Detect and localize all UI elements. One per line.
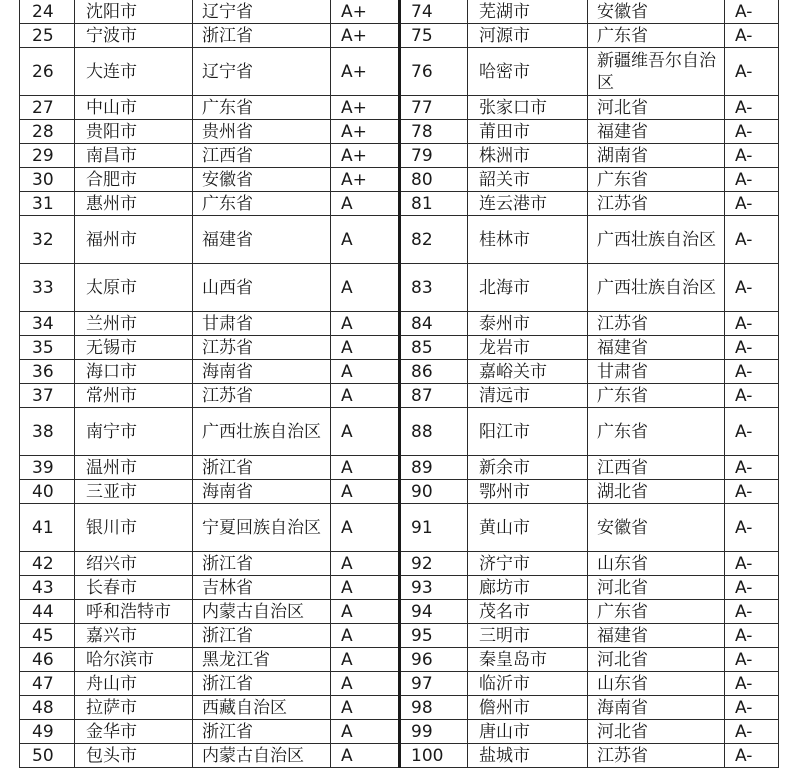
left-province-cell: 浙江省 [193, 672, 331, 696]
table-row [20, 48, 779, 96]
left-province-cell: 广东省 [193, 192, 331, 216]
left-city-cell: 拉萨市 [75, 696, 193, 720]
right-rank-cell: 98 [400, 696, 468, 720]
right-grade-cell: A- [725, 360, 779, 384]
left-rank-cell: 39 [20, 456, 75, 480]
right-province-cell: 福建省 [588, 336, 725, 360]
left-rank-cell: 45 [20, 624, 75, 648]
left-grade-cell: A [331, 312, 400, 336]
right-city-cell: 新余市 [468, 456, 588, 480]
left-grade-cell: A [331, 744, 400, 768]
left-rank-cell: 38 [20, 408, 75, 456]
left-city-cell: 哈尔滨市 [75, 648, 193, 672]
right-city-cell: 盐城市 [468, 744, 588, 768]
left-city-cell: 无锡市 [75, 336, 193, 360]
table-row [20, 24, 779, 48]
right-rank-cell: 77 [400, 96, 468, 120]
left-rank-cell: 35 [20, 336, 75, 360]
right-province-cell: 广东省 [588, 384, 725, 408]
left-grade-cell: A [331, 720, 400, 744]
left-rank-cell: 29 [20, 144, 75, 168]
right-city-cell: 阳江市 [468, 408, 588, 456]
left-grade-cell: A [331, 336, 400, 360]
left-province-cell: 福建省 [193, 216, 331, 264]
left-province-cell: 甘肃省 [193, 312, 331, 336]
left-province-cell: 黑龙江省 [193, 648, 331, 672]
right-province-cell: 河北省 [588, 96, 725, 120]
right-grade-cell: A- [725, 168, 779, 192]
table-row [20, 672, 779, 696]
right-province-cell: 广西壮族自治区 [588, 216, 725, 264]
left-city-cell: 常州市 [75, 384, 193, 408]
table-row [20, 504, 779, 552]
right-city-cell: 龙岩市 [468, 336, 588, 360]
left-grade-cell: A [331, 504, 400, 552]
table-row [20, 192, 779, 216]
table-body [20, 0, 779, 768]
left-rank-cell: 50 [20, 744, 75, 768]
right-rank-cell: 97 [400, 672, 468, 696]
right-grade-cell: A- [725, 672, 779, 696]
left-rank-cell: 37 [20, 384, 75, 408]
right-rank-cell: 88 [400, 408, 468, 456]
right-province-cell: 河北省 [588, 576, 725, 600]
left-grade-cell: A+ [331, 120, 400, 144]
right-grade-cell: A- [725, 456, 779, 480]
table-row [20, 0, 779, 24]
right-province-cell: 山东省 [588, 552, 725, 576]
left-rank-cell: 41 [20, 504, 75, 552]
right-rank-cell: 86 [400, 360, 468, 384]
table-row [20, 696, 779, 720]
left-grade-cell: A [331, 480, 400, 504]
left-city-cell: 大连市 [75, 48, 193, 96]
right-rank-cell: 93 [400, 576, 468, 600]
city-ranking-table [19, 0, 779, 768]
right-province-cell: 江西省 [588, 456, 725, 480]
right-province-cell: 河北省 [588, 648, 725, 672]
right-province-cell: 江苏省 [588, 192, 725, 216]
left-province-cell: 贵州省 [193, 120, 331, 144]
right-city-cell: 韶关市 [468, 168, 588, 192]
left-grade-cell: A [331, 384, 400, 408]
right-province-cell: 安徽省 [588, 504, 725, 552]
left-province-cell: 浙江省 [193, 720, 331, 744]
left-grade-cell: A [331, 576, 400, 600]
left-grade-cell: A+ [331, 96, 400, 120]
right-city-cell: 株洲市 [468, 144, 588, 168]
right-rank-cell: 84 [400, 312, 468, 336]
table-row [20, 456, 779, 480]
left-city-cell: 呼和浩特市 [75, 600, 193, 624]
left-rank-cell: 49 [20, 720, 75, 744]
left-rank-cell: 40 [20, 480, 75, 504]
right-grade-cell: A- [725, 120, 779, 144]
left-city-cell: 福州市 [75, 216, 193, 264]
left-province-cell: 内蒙古自治区 [193, 600, 331, 624]
right-province-cell: 广东省 [588, 408, 725, 456]
left-province-cell: 安徽省 [193, 168, 331, 192]
left-city-cell: 嘉兴市 [75, 624, 193, 648]
table-row [20, 384, 779, 408]
right-province-cell: 山东省 [588, 672, 725, 696]
right-rank-cell: 89 [400, 456, 468, 480]
right-grade-cell: A- [725, 384, 779, 408]
right-rank-cell: 94 [400, 600, 468, 624]
left-city-cell: 舟山市 [75, 672, 193, 696]
right-grade-cell: A- [725, 624, 779, 648]
left-province-cell: 吉林省 [193, 576, 331, 600]
left-province-cell: 浙江省 [193, 552, 331, 576]
right-rank-cell: 96 [400, 648, 468, 672]
left-province-cell: 广西壮族自治区 [193, 408, 331, 456]
right-rank-cell: 80 [400, 168, 468, 192]
left-city-cell: 兰州市 [75, 312, 193, 336]
right-rank-cell: 83 [400, 264, 468, 312]
right-grade-cell: A- [725, 48, 779, 96]
right-rank-cell: 90 [400, 480, 468, 504]
left-rank-cell: 28 [20, 120, 75, 144]
table-row [20, 744, 779, 768]
left-city-cell: 宁波市 [75, 24, 193, 48]
left-grade-cell: A [331, 696, 400, 720]
left-grade-cell: A [331, 408, 400, 456]
left-rank-cell: 44 [20, 600, 75, 624]
right-grade-cell: A- [725, 696, 779, 720]
left-grade-cell: A+ [331, 168, 400, 192]
left-rank-cell: 24 [20, 0, 75, 24]
right-city-cell: 三明市 [468, 624, 588, 648]
left-province-cell: 海南省 [193, 360, 331, 384]
left-rank-cell: 32 [20, 216, 75, 264]
left-grade-cell: A [331, 648, 400, 672]
right-province-cell: 广东省 [588, 600, 725, 624]
table-row [20, 96, 779, 120]
right-city-cell: 连云港市 [468, 192, 588, 216]
left-rank-cell: 27 [20, 96, 75, 120]
left-rank-cell: 46 [20, 648, 75, 672]
left-grade-cell: A [331, 600, 400, 624]
left-province-cell: 江苏省 [193, 384, 331, 408]
right-city-cell: 儋州市 [468, 696, 588, 720]
left-rank-cell: 36 [20, 360, 75, 384]
table-row [20, 648, 779, 672]
left-province-cell: 江苏省 [193, 336, 331, 360]
right-city-cell: 临沂市 [468, 672, 588, 696]
left-city-cell: 南昌市 [75, 144, 193, 168]
left-rank-cell: 31 [20, 192, 75, 216]
left-grade-cell: A+ [331, 48, 400, 96]
left-grade-cell: A [331, 360, 400, 384]
right-grade-cell: A- [725, 312, 779, 336]
table-row [20, 168, 779, 192]
right-grade-cell: A- [725, 96, 779, 120]
right-grade-cell: A- [725, 576, 779, 600]
right-grade-cell: A- [725, 648, 779, 672]
right-grade-cell: A- [725, 720, 779, 744]
left-province-cell: 辽宁省 [193, 0, 331, 24]
right-grade-cell: A- [725, 480, 779, 504]
right-city-cell: 济宁市 [468, 552, 588, 576]
left-grade-cell: A [331, 456, 400, 480]
left-province-cell: 广东省 [193, 96, 331, 120]
left-rank-cell: 34 [20, 312, 75, 336]
right-rank-cell: 76 [400, 48, 468, 96]
table-row [20, 576, 779, 600]
left-rank-cell: 42 [20, 552, 75, 576]
right-city-cell: 芜湖市 [468, 0, 588, 24]
left-province-cell: 内蒙古自治区 [193, 744, 331, 768]
left-province-cell: 浙江省 [193, 624, 331, 648]
right-city-cell: 鄂州市 [468, 480, 588, 504]
right-rank-cell: 82 [400, 216, 468, 264]
left-province-cell: 海南省 [193, 480, 331, 504]
table-row [20, 120, 779, 144]
left-city-cell: 中山市 [75, 96, 193, 120]
right-grade-cell: A- [725, 408, 779, 456]
right-province-cell: 广西壮族自治区 [588, 264, 725, 312]
left-province-cell: 山西省 [193, 264, 331, 312]
right-grade-cell: A- [725, 192, 779, 216]
right-rank-cell: 79 [400, 144, 468, 168]
left-rank-cell: 33 [20, 264, 75, 312]
left-city-cell: 三亚市 [75, 480, 193, 504]
right-province-cell: 安徽省 [588, 0, 725, 24]
right-rank-cell: 78 [400, 120, 468, 144]
right-province-cell: 广东省 [588, 24, 725, 48]
left-grade-cell: A [331, 552, 400, 576]
left-province-cell: 西藏自治区 [193, 696, 331, 720]
table-row [20, 480, 779, 504]
right-rank-cell: 74 [400, 0, 468, 24]
left-province-cell: 辽宁省 [193, 48, 331, 96]
right-grade-cell: A- [725, 144, 779, 168]
right-rank-cell: 85 [400, 336, 468, 360]
left-rank-cell: 47 [20, 672, 75, 696]
right-province-cell: 湖南省 [588, 144, 725, 168]
right-city-cell: 哈密市 [468, 48, 588, 96]
right-province-cell: 海南省 [588, 696, 725, 720]
table-row [20, 552, 779, 576]
left-city-cell: 绍兴市 [75, 552, 193, 576]
right-city-cell: 嘉峪关市 [468, 360, 588, 384]
right-grade-cell: A- [725, 264, 779, 312]
right-rank-cell: 92 [400, 552, 468, 576]
left-city-cell: 包头市 [75, 744, 193, 768]
right-grade-cell: A- [725, 24, 779, 48]
right-city-cell: 泰州市 [468, 312, 588, 336]
left-grade-cell: A+ [331, 24, 400, 48]
table-row [20, 336, 779, 360]
table-row [20, 144, 779, 168]
left-province-cell: 浙江省 [193, 24, 331, 48]
table-row [20, 408, 779, 456]
right-rank-cell: 95 [400, 624, 468, 648]
left-grade-cell: A [331, 192, 400, 216]
right-province-cell: 新疆维吾尔自治区 [588, 48, 725, 96]
left-city-cell: 沈阳市 [75, 0, 193, 24]
table-row [20, 216, 779, 264]
left-grade-cell: A [331, 216, 400, 264]
left-city-cell: 长春市 [75, 576, 193, 600]
right-province-cell: 河北省 [588, 720, 725, 744]
table-row [20, 312, 779, 336]
right-grade-cell: A- [725, 216, 779, 264]
left-city-cell: 南宁市 [75, 408, 193, 456]
left-city-cell: 温州市 [75, 456, 193, 480]
left-grade-cell: A [331, 624, 400, 648]
left-rank-cell: 30 [20, 168, 75, 192]
right-city-cell: 河源市 [468, 24, 588, 48]
left-province-cell: 浙江省 [193, 456, 331, 480]
right-grade-cell: A- [725, 336, 779, 360]
right-city-cell: 张家口市 [468, 96, 588, 120]
left-province-cell: 江西省 [193, 144, 331, 168]
right-province-cell: 福建省 [588, 624, 725, 648]
left-province-cell: 宁夏回族自治区 [193, 504, 331, 552]
left-rank-cell: 26 [20, 48, 75, 96]
right-city-cell: 清远市 [468, 384, 588, 408]
table-row [20, 624, 779, 648]
right-grade-cell: A- [725, 552, 779, 576]
right-grade-cell: A- [725, 0, 779, 24]
left-city-cell: 海口市 [75, 360, 193, 384]
table-row [20, 264, 779, 312]
right-province-cell: 湖北省 [588, 480, 725, 504]
right-city-cell: 莆田市 [468, 120, 588, 144]
left-grade-cell: A [331, 264, 400, 312]
right-city-cell: 廊坊市 [468, 576, 588, 600]
left-grade-cell: A+ [331, 0, 400, 24]
right-city-cell: 唐山市 [468, 720, 588, 744]
right-province-cell: 广东省 [588, 168, 725, 192]
table-row [20, 600, 779, 624]
right-city-cell: 秦皇岛市 [468, 648, 588, 672]
left-rank-cell: 43 [20, 576, 75, 600]
right-province-cell: 甘肃省 [588, 360, 725, 384]
right-rank-cell: 99 [400, 720, 468, 744]
right-rank-cell: 91 [400, 504, 468, 552]
left-city-cell: 金华市 [75, 720, 193, 744]
right-city-cell: 桂林市 [468, 216, 588, 264]
left-city-cell: 合肥市 [75, 168, 193, 192]
right-province-cell: 江苏省 [588, 744, 725, 768]
right-province-cell: 福建省 [588, 120, 725, 144]
left-city-cell: 贵阳市 [75, 120, 193, 144]
right-province-cell: 江苏省 [588, 312, 725, 336]
right-city-cell: 黄山市 [468, 504, 588, 552]
left-city-cell: 银川市 [75, 504, 193, 552]
left-rank-cell: 48 [20, 696, 75, 720]
right-grade-cell: A- [725, 744, 779, 768]
left-grade-cell: A+ [331, 144, 400, 168]
table-row [20, 360, 779, 384]
right-city-cell: 茂名市 [468, 600, 588, 624]
right-grade-cell: A- [725, 600, 779, 624]
left-city-cell: 惠州市 [75, 192, 193, 216]
right-rank-cell: 75 [400, 24, 468, 48]
right-rank-cell: 87 [400, 384, 468, 408]
table-row [20, 720, 779, 744]
right-grade-cell: A- [725, 504, 779, 552]
left-rank-cell: 25 [20, 24, 75, 48]
right-rank-cell: 81 [400, 192, 468, 216]
left-city-cell: 太原市 [75, 264, 193, 312]
right-rank-cell: 100 [400, 744, 468, 768]
right-city-cell: 北海市 [468, 264, 588, 312]
left-grade-cell: A [331, 672, 400, 696]
